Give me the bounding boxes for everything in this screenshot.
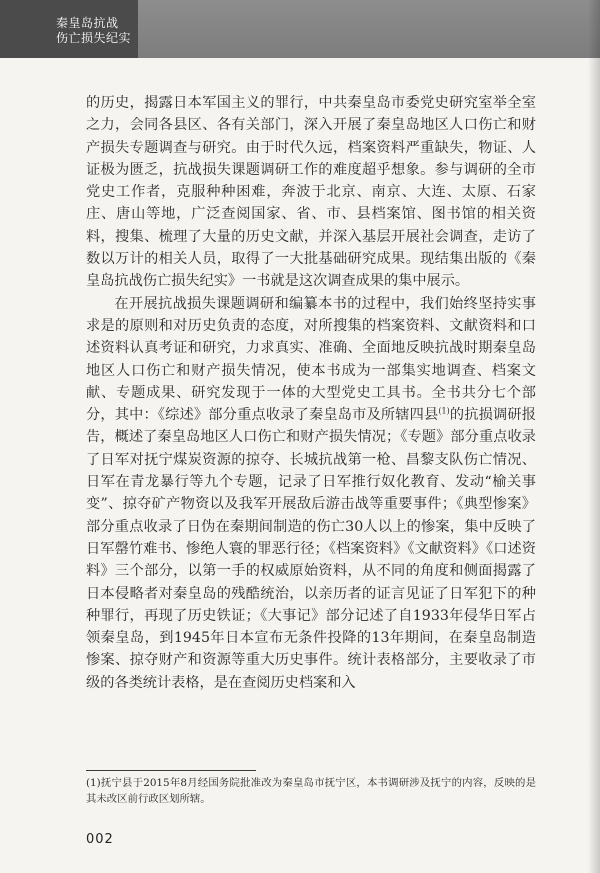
paragraph-2-part-b: 的抗损调研报告，概述了秦皇岛地区人口伤亡和财产损失情况；《专题》部分重点收录了日军对抚宁煤炭资源的掠夺、长城抗战第一枪、昌黎支队伤亡情况、日军在青龙暴行等九个专题，记录了日军推行奴化教育、发动“榆关事变”、掠夺矿产物资以及我军开展敌后游击战等重要事件；《典型惨案》部分重点收录了日伪在秦期间制造的伤亡30人以上的惨案，集中反映了日军罄竹难书、惨绝人寰的罪恶行径；《档案资料》《文献资料》《口述资料》三个部分，以第一手的权威原始资料，从不同的角度和侧面揭露了日本侵略者对秦皇岛的残酷统治，以亲历者的证言见证了日军犯下的种种罪行，再现了历史铁证；《大事记》部分记述了自1933年侵华日军占领秦皇岛，到1945年日本宣布无条件投降的13年期间，在秦皇岛制造惨案、掠夺财产和资源等重大历史事件。统计表格部分，主要收录了市级的各类统计表格，是在查阅历史档案和入 — [86, 407, 536, 691]
paragraph-1: 的历史，揭露日本军国主义的罪行，中共秦皇岛市委党史研究室举全室之力，会同各县区、各有关部门，深入开展了秦皇岛地区人口伤亡和财产损失专题调查与研究。由于时代久远，档案资料严重缺失，物证、人证极为匮乏，抗战损失课题调研工作的难度超乎想象。参与调研的全市党史工作者，克服种种困难，奔波于北京、南京、大连、太原、石家庄、唐山等地，广泛查阅国家、省、市、县档案馆、图书馆的相关资料，搜集、梳理了大量的历史文献，并深入基层开展社会调查，走访了数以万计的相关人员，取得了一大批基础研究成果。现结集出版的《秦皇岛抗战伤亡损失纪实》一书就是这次调查成果的集中展示。 — [86, 95, 536, 290]
book-title-line1: 秦皇岛抗战 — [56, 16, 119, 30]
page-gutter-shadow — [588, 0, 600, 873]
page-number: 002 — [86, 832, 114, 847]
footnote-marker: (1) — [438, 406, 450, 416]
paragraph-2-part-a: 在开展抗战损失课题调研和编纂本书的过程中，我们始终坚持实事求是的原则和对历史负责的态度，对所搜集的档案资料、文献资料和口述资料认真考证和研究，力求真实、准确、全面地反映抗战时期秦皇岛地区人口伤亡和财产损失情况，使本书成为一部集实地调查、档案文献、专题成果、研究发现于一体的大型党史工具书。全书共分七个部分，其中：《综述》部分重点收录了秦皇岛市及所辖四县 — [86, 295, 536, 424]
footnote: (1)抚宁县于2015年8月经国务院批准改为秦皇岛市抚宁区，本书调研涉及抚宁的内容，反映的是其未改区前行政区划所辖。 — [86, 777, 536, 805]
page-body — [86, 92, 536, 694]
running-header — [56, 16, 131, 46]
paragraph-2 — [86, 293, 536, 694]
footnote-divider — [86, 770, 256, 771]
book-title-line2: 伤亡损失纪实 — [56, 31, 132, 45]
